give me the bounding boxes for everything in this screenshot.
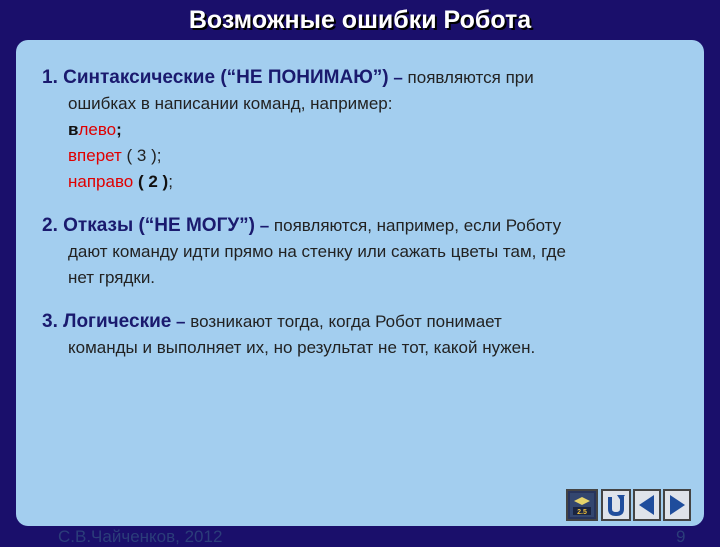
error-type-syntax (42, 65, 682, 195)
logical-heading: 3. Логические (42, 311, 172, 332)
refusal-text-line3: нет грядки. (68, 268, 156, 287)
refusal-text-line1: появляются, например, если Роботу (273, 216, 562, 235)
logical-text-line1: возникают тогда, когда Робот понимает (190, 312, 502, 331)
next-slide-button[interactable] (663, 489, 691, 521)
footer-author: С.В.Чайченков, 2012 (58, 527, 223, 546)
previous-slide-button[interactable] (633, 489, 661, 521)
syntax-heading: 1. Синтаксические (“НЕ ПОНИМАЮ”) (42, 67, 389, 88)
footer-page-number: 9 (676, 527, 686, 546)
example2-part-b: ( 3 ); (121, 146, 162, 165)
return-button[interactable] (601, 489, 631, 521)
next-icon (665, 491, 689, 519)
example3-part-c: ; (168, 172, 173, 191)
example3-part-a: направо (68, 172, 138, 191)
prev-icon (635, 491, 659, 519)
syntax-text-line1: появляются при (407, 68, 534, 87)
refusal-heading: 2. Отказы (“НЕ МОГУ”) (42, 215, 255, 236)
refusal-dash: – (255, 216, 274, 235)
example3-part-b: ( 2 ) (137, 172, 169, 191)
syntax-text-line2: ошибках в написании команд, например: (68, 94, 393, 113)
syntax-dash: – (388, 68, 408, 87)
example1-part-c: ; (116, 120, 122, 139)
logo-button[interactable] (566, 489, 598, 521)
syntax-example-1 (42, 117, 682, 143)
syntax-example-3 (42, 169, 682, 195)
logical-dash: – (171, 312, 191, 331)
slide-content (42, 65, 682, 379)
error-type-refusal (42, 213, 682, 291)
refusal-text-line2: дают команду идти прямо на стенку или сажать цветы там, где (68, 242, 566, 261)
syntax-example-2 (42, 143, 682, 169)
logical-text-line2: команды и выполняет их, но результат не тот, какой нужен. (68, 338, 536, 357)
example2-part-a: вперет (68, 146, 122, 165)
return-icon (603, 491, 629, 519)
example1-part-a: в (68, 120, 79, 139)
logo-icon (568, 491, 596, 519)
error-type-logical (42, 309, 682, 361)
example1-part-b: лево (78, 120, 117, 139)
slide-title: Возможные ошибки Робота (188, 6, 532, 34)
logo-badge-label: 2.5 (577, 509, 587, 516)
